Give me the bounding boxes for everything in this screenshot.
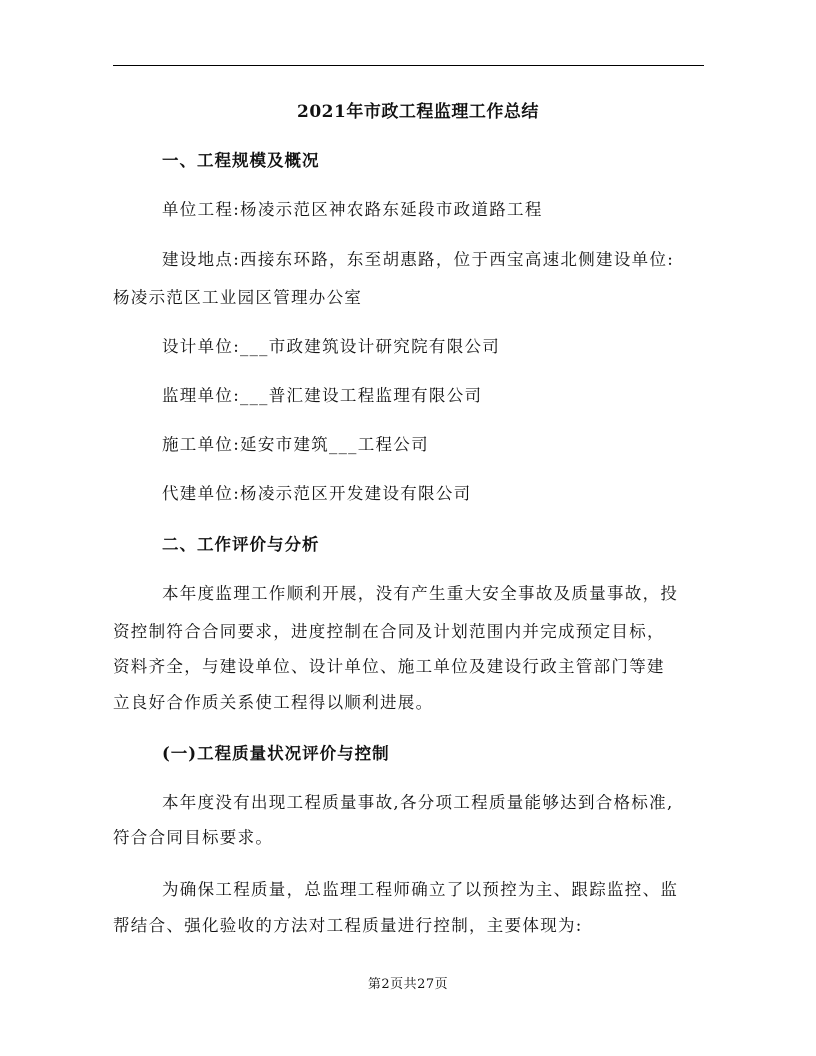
paragraph-3-line-2: 帮结合、强化验收的方法对工程质量进行控制，主要体现为: — [113, 916, 583, 935]
paragraph-1-line-3: 资料齐全，与建设单位、设计单位、施工单位及建设行政主管部门等建 — [113, 657, 665, 676]
subsection-heading-1: (一)工程质量状况评价与控制 — [162, 744, 390, 763]
location-line-2: 杨凌示范区工业园区管理办公室 — [113, 288, 363, 307]
section-heading-2: 二、工作评价与分析 — [162, 535, 320, 554]
header-rule — [113, 65, 704, 66]
paragraph-1-line-1: 本年度监理工作顺利开展，没有产生重大安全事故及质量事故，投 — [162, 584, 679, 603]
paragraph-2-line-2: 符合合同目标要求。 — [113, 828, 274, 847]
construction-unit-line: 施工单位:延安市建筑___工程公司 — [162, 435, 429, 454]
paragraph-1-line-2: 资控制符合合同要求，进度控制在合同及计划范围内并完成预定目标， — [113, 622, 665, 641]
location-line-1: 建设地点:西接东环路，东至胡惠路，位于西宝高速北侧建设单位: — [162, 250, 675, 269]
paragraph-2-line-1: 本年度没有出现工程质量事故,各分项工程质量能够达到合格标准, — [162, 793, 674, 812]
unit-project-line: 单位工程:杨凌示范区神农路东延段市政道路工程 — [162, 200, 543, 219]
section-heading-1: 一、工程规模及概况 — [162, 151, 320, 170]
document-title: 2021年市政工程监理工作总结 — [297, 102, 539, 122]
paragraph-3-line-1: 为确保工程质量，总监理工程师确立了以预控为主、跟踪监控、监 — [162, 880, 679, 899]
design-unit-line: 设计单位:___市政建筑设计研究院有限公司 — [162, 337, 501, 356]
agent-unit-line: 代建单位:杨凌示范区开发建设有限公司 — [162, 484, 472, 503]
supervision-unit-line: 监理单位:___普汇建设工程监理有限公司 — [162, 386, 483, 405]
page-number-footer: 第2页共27页 — [367, 977, 449, 992]
paragraph-1-line-4: 立良好合作质关系使工程得以顺利进展。 — [113, 693, 434, 712]
